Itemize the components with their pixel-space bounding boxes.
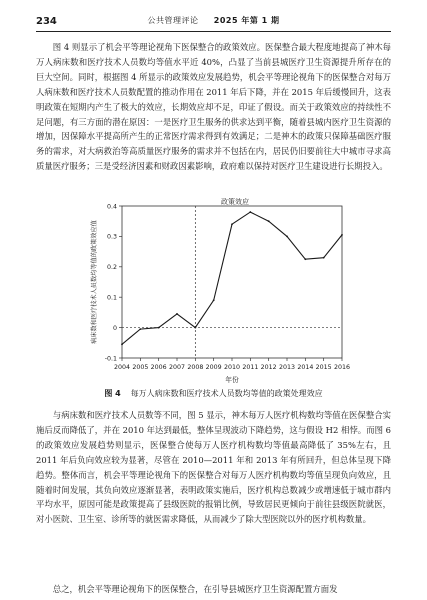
y-tick-label: 0.1: [106, 294, 117, 302]
policy-effect-data-point: [194, 327, 196, 329]
figure-caption: [36, 388, 391, 399]
x-tick-label: 2009: [205, 364, 222, 371]
policy-effect-data-point: [249, 211, 251, 213]
policy-effect-data-point: [304, 258, 306, 260]
x-tick-label: 2014: [297, 364, 314, 371]
page-header: [36, 12, 391, 32]
header-rule: [36, 31, 391, 32]
x-tick-label: 2012: [260, 364, 277, 371]
page-number: 234: [36, 16, 57, 27]
x-tick-label: 2010: [223, 364, 241, 371]
chart-title: 政策效应: [221, 198, 249, 206]
x-tick-label: 2007: [168, 364, 186, 371]
line-chart: [84, 196, 364, 386]
running-header: [36, 15, 391, 26]
y-tick-label: 0: [112, 324, 117, 332]
policy-effect-series-line: [122, 212, 342, 344]
x-axis-label: 年份: [225, 376, 239, 384]
x-tick-label: 2008: [187, 364, 204, 371]
figure-caption-text: 每万人病床数和医疗技术人员数均等值的政策处理效应: [130, 389, 323, 398]
y-tick-label: 0.4: [106, 203, 117, 211]
policy-effect-data-point: [158, 327, 160, 329]
x-tick-label: 2013: [278, 364, 296, 371]
policy-effect-data-point: [176, 313, 178, 315]
body-text-bottom: [36, 582, 391, 597]
body-text-top: [36, 40, 391, 174]
body-text-middle: [36, 408, 391, 527]
x-tick-label: 2005: [132, 364, 149, 371]
policy-effect-data-point: [121, 343, 123, 345]
y-tick-label: 0.3: [106, 233, 117, 241]
figure-4-chart: [84, 196, 364, 386]
policy-effect-data-point: [268, 220, 270, 222]
journal-name: 公共管理评论: [147, 16, 199, 25]
header-separator-icon: [202, 16, 211, 25]
paragraph-figure5-6-analysis: 与病床数和医疗技术人员数等不同，图 5 显示，神木每万人医疗机构数均等值在医保整合实施后反而降低了，并在 2010 年达到最低，整体呈现波动下降趋势，这与假设 H2 相悖。而图 6 的政策效应发展趋势则显示，医保整合使每万人医疗机构数均等值最高降低了 35%左右，且 2011 年后负向效应较为显著，尽管在 2010—2011 年和 2013 年有所回升，但总体呈现下降趋势。整体而言，机会平等理论视角下的医保整合对每万人医疗机构数均等值呈现负向效应，且随着时间发展，其负向效应逐渐显著，表明政策实施后，医疗机构总数减少或增速低于城市群内平均水平，原因可能是政策提高了县级医院的报销比例，导致居民更倾向于前往县级医院就医，对小医院、卫生室、诊所等的就医需求降低，从而减少了除大型医院以外的医疗机构数量。: [36, 410, 391, 525]
y-axis-label: 病床数和医疗技术人员数均等值的政策效应值: [91, 220, 98, 344]
paragraph-conclusion-start: 总之，机会平等理论视角下的医保整合，在引导县城医疗卫生资源配置方面发: [52, 584, 338, 594]
paragraph-figure4-analysis: 图 4 则显示了机会平等理论视角下医保整合的政策效应。医保整合最大程度地提高了神木每万人病床数和医疗技术人员数均等值水平近 40%，凸显了当前县城医疗卫生资源提升所存在的巨大空间。同时，根据图 4 所显示的政策效应发展趋势，机会平等理论视角下的医保整合对每万人病床数和医疗技术人员数配置的推动作用在 2011 年后下降，并在 2015 年后缓慢回升，这表明政策在短期内产生了极大的效应，长期效应却不足，印证了假设。而关于政策效应的持续性不足问题，有三方面的潜在原因：一是医疗卫生服务的供求达到平衡，随着县城内医疗卫生资源的增加，因保障水平提高所产生的正常医疗需求得到有效满足；二是神木的政策只保障基础医疗服务的需求，对大病救治等高质量医疗服务的需求并不包括在内，居民仍旧要前往大中城市寻求高质量医疗服务；三是受经济因素和财政因素影响，政府难以保持对医疗卫生建设进行长期投入。: [36, 42, 391, 172]
policy-effect-data-point: [231, 223, 233, 225]
x-tick-label: 2006: [150, 364, 167, 371]
y-tick-label: -0.1: [104, 355, 117, 363]
policy-effect-data-point: [286, 236, 288, 238]
x-tick-label: 2011: [242, 364, 259, 371]
figure-number: 图 4: [104, 389, 121, 398]
policy-effect-data-point: [139, 328, 141, 330]
x-tick-label: 2015: [315, 364, 332, 371]
journal-issue: 2025 年第 1 期: [213, 16, 280, 25]
x-tick-label: 2016: [333, 364, 351, 371]
policy-effect-data-point: [341, 234, 343, 236]
y-tick-label: 0.2: [106, 264, 117, 272]
policy-effect-data-point: [323, 257, 325, 259]
x-tick-label: 2004: [113, 364, 131, 371]
policy-effect-data-point: [213, 299, 215, 301]
plot-frame: [122, 206, 342, 358]
